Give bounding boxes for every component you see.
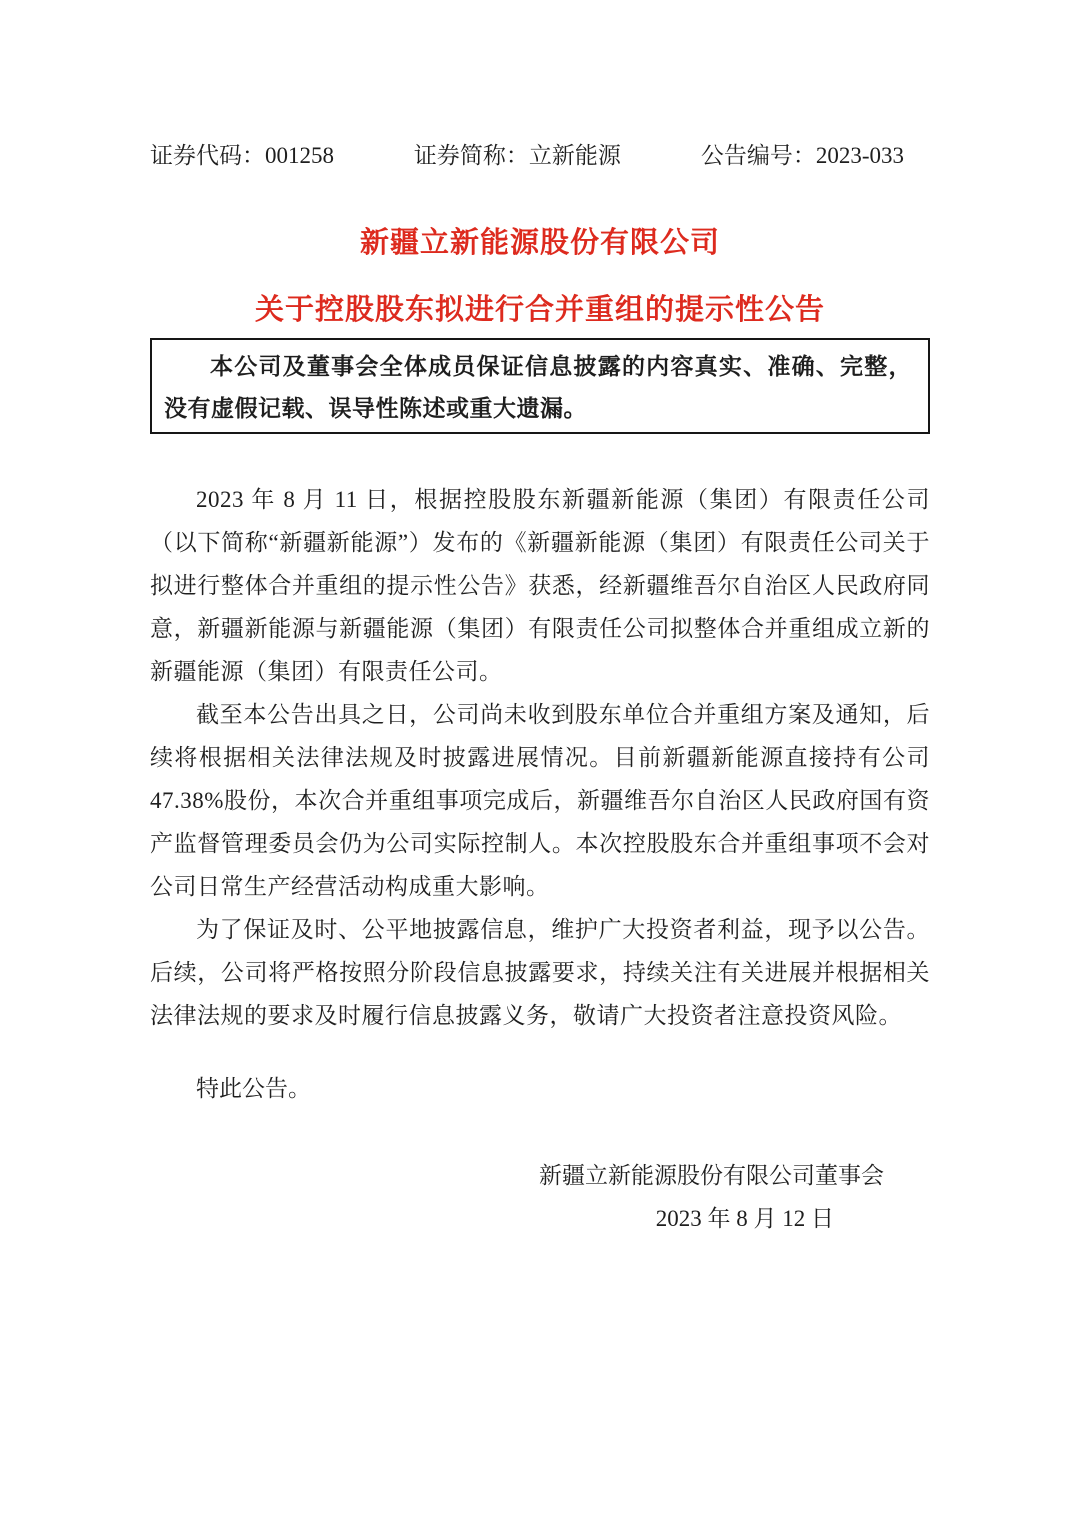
paragraph-1: 2023 年 8 月 11 日，根据控股股东新疆新能源（集团）有限责任公司（以下简称“新疆新能源”）发布的《新疆新能源（集团）有限责任公司关于拟进行整体合并重组的提示性公告》获悉，经新疆维吾尔自治区人民政府同意，新疆新能源与新疆能源（集团）有限责任公司拟整体合并重组成立新的新疆能源（集团）有限责任公司。 [150,487,930,684]
announcement-number: 公告编号：2023-033 [700,143,904,168]
company-title: 新疆立新能源股份有限公司 [359,227,720,259]
document-header [150,0,930,171]
announcement-title: 关于控股股东拟进行合并重组的提示性公告 [254,294,825,326]
paragraph-2: 截至本公告出具之日，公司尚未收到股东单位合并重组方案及通知，后续将根据相关法律法规及时披露进展情况。目前新疆新能源直接持有公司 47.38%股份，本次合并重组事项完成后，新疆维吾尔自治区人民政府国有资产监督管理委员会仍为公司实际控制人。本次控股股东合并重组事项不会对公司日常生产经营活动构成重大影响。 [150,702,930,899]
closing-statement: 特此公告。 [196,1076,311,1101]
signature-date: 2023 年 8 月 12 日 [655,1206,834,1231]
disclaimer-text: 本公司及董事会全体成员保证信息披露的内容真实、准确、完整，没有虚假记载、误导性陈述或重大遗漏。 [164,354,912,421]
stock-code: 证券代码：001258 [150,143,334,168]
disclaimer-box [150,338,930,434]
paragraph-3: 为了保证及时、公平地披露信息，维护广大投资者利益，现予以公告。后续，公司将严格按照分阶段信息披露要求，持续关注有关进展并根据相关法律法规的要求及时履行信息披露义务，敬请广大投资者注意投资风险。 [150,917,930,1028]
signature: 新疆立新能源股份有限公司董事会 [539,1163,884,1188]
document-body [150,478,930,1037]
stock-short-name: 证券简称：立新能源 [413,143,621,168]
